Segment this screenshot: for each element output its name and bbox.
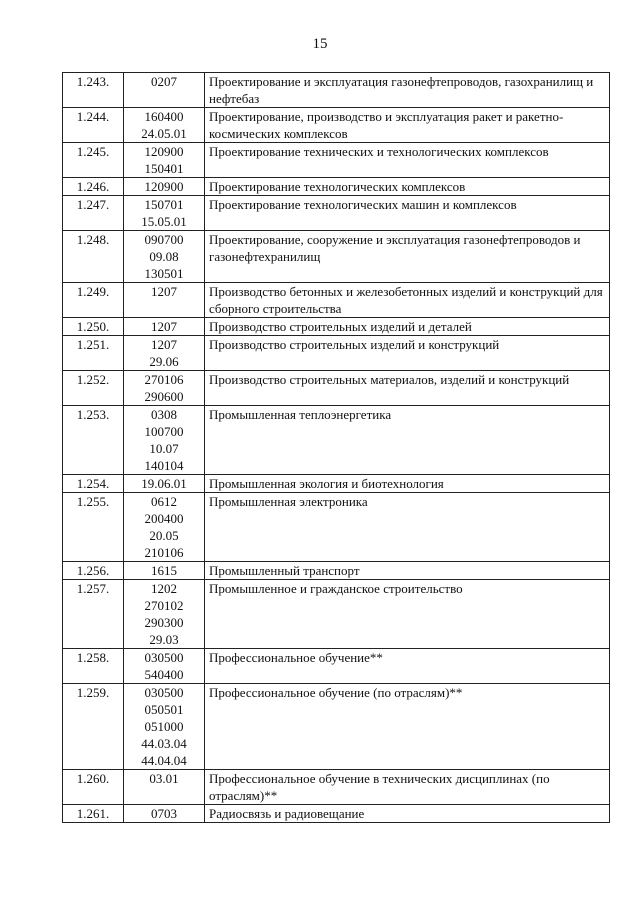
specialty-codes [124, 283, 205, 318]
row-number: 1.253. [63, 406, 124, 475]
specialties-table [62, 72, 610, 823]
specialty-code: 120900 [144, 144, 184, 159]
row-number: 1.258. [63, 649, 124, 684]
specialty-code: 1202 [151, 581, 177, 596]
row-number: 1.248. [63, 231, 124, 283]
table-row [63, 684, 610, 770]
specialty-code: 20.05 [149, 528, 179, 543]
row-number: 1.247. [63, 196, 124, 231]
specialty-codes [124, 371, 205, 406]
row-number: 1.252. [63, 371, 124, 406]
specialty-code: 210106 [144, 545, 184, 560]
specialty-code: 1615 [151, 563, 177, 578]
specialty-name: Промышленная электроника [205, 493, 610, 562]
specialty-codes [124, 562, 205, 580]
specialty-codes [124, 178, 205, 196]
specialty-code: 1207 [151, 337, 177, 352]
specialty-codes [124, 580, 205, 649]
specialty-code: 15.05.01 [141, 214, 187, 229]
table-row [63, 770, 610, 805]
specialty-name: Проектирование технологических машин и комплексов [205, 196, 610, 231]
specialty-code: 160400 [144, 109, 184, 124]
table-row [63, 562, 610, 580]
table-row [63, 231, 610, 283]
row-number: 1.251. [63, 336, 124, 371]
table-row [63, 196, 610, 231]
table-row [63, 580, 610, 649]
table-body [63, 73, 610, 823]
specialty-code: 24.05.01 [141, 126, 187, 141]
specialty-name: Проектирование и эксплуатация газонефтепроводов, газохранилищ и нефтебаз [205, 73, 610, 108]
specialty-code: 290300 [144, 615, 184, 630]
row-number: 1.243. [63, 73, 124, 108]
specialty-code: 051000 [144, 719, 184, 734]
page-number: 15 [312, 36, 328, 52]
specialty-code: 030500 [144, 650, 184, 665]
row-number: 1.261. [63, 805, 124, 823]
table-row [63, 178, 610, 196]
table-row [63, 108, 610, 143]
specialty-name: Проектирование, сооружение и эксплуатация газонефтепроводов и газонефтехранилищ [205, 231, 610, 283]
table-row [63, 493, 610, 562]
specialty-code: 09.08 [149, 249, 179, 264]
specialty-code: 0612 [151, 494, 177, 509]
specialty-codes [124, 475, 205, 493]
row-number: 1.245. [63, 143, 124, 178]
specialty-codes [124, 73, 205, 108]
specialty-codes [124, 231, 205, 283]
specialty-code: 120900 [144, 179, 184, 194]
specialty-name: Промышленное и гражданское строительство [205, 580, 610, 649]
row-number: 1.260. [63, 770, 124, 805]
specialty-code: 540400 [144, 667, 184, 682]
specialty-codes [124, 770, 205, 805]
specialty-code: 44.03.04 [141, 736, 187, 751]
specialty-code: 290600 [144, 389, 184, 404]
specialty-code: 200400 [144, 511, 184, 526]
specialty-codes [124, 649, 205, 684]
specialty-code: 03.01 [149, 771, 179, 786]
table-row [63, 371, 610, 406]
specialty-codes [124, 493, 205, 562]
specialty-name: Профессиональное обучение в технических дисциплинах (по отраслям)** [205, 770, 610, 805]
specialty-name: Профессиональное обучение (по отраслям)** [205, 684, 610, 770]
table-row [63, 318, 610, 336]
specialty-name: Производство строительных материалов, изделий и конструкций [205, 371, 610, 406]
specialty-codes [124, 684, 205, 770]
table-row [63, 805, 610, 823]
specialty-code: 270102 [144, 598, 184, 613]
specialty-code: 44.04.04 [141, 753, 187, 768]
specialty-name: Промышленная экология и биотехнология [205, 475, 610, 493]
specialty-name: Производство строительных изделий и конструкций [205, 336, 610, 371]
specialty-name: Производство бетонных и железобетонных изделий и конструкций для сборного строительства [205, 283, 610, 318]
specialty-name: Проектирование технических и технологических комплексов [205, 143, 610, 178]
specialty-name: Радиосвязь и радиовещание [205, 805, 610, 823]
row-number: 1.246. [63, 178, 124, 196]
specialty-codes [124, 406, 205, 475]
specialty-code: 19.06.01 [141, 476, 187, 491]
table-row [63, 143, 610, 178]
specialty-codes [124, 805, 205, 823]
specialty-name: Профессиональное обучение** [205, 649, 610, 684]
specialty-code: 050501 [144, 702, 184, 717]
specialty-code: 0703 [151, 806, 177, 821]
specialty-code: 1207 [151, 319, 177, 334]
row-number: 1.256. [63, 562, 124, 580]
specialty-code: 0308 [151, 407, 177, 422]
specialty-code: 270106 [144, 372, 184, 387]
specialty-code: 090700 [144, 232, 184, 247]
specialty-codes [124, 108, 205, 143]
row-number: 1.244. [63, 108, 124, 143]
specialty-name: Промышленная теплоэнергетика [205, 406, 610, 475]
specialty-code: 1207 [151, 284, 177, 299]
row-number: 1.257. [63, 580, 124, 649]
row-number: 1.255. [63, 493, 124, 562]
table-row [63, 73, 610, 108]
specialty-codes [124, 318, 205, 336]
specialty-name: Производство строительных изделий и деталей [205, 318, 610, 336]
specialty-codes [124, 196, 205, 231]
specialty-code: 0207 [151, 74, 177, 89]
table-row [63, 283, 610, 318]
specialty-code: 29.03 [149, 632, 179, 647]
specialty-code: 10.07 [149, 441, 179, 456]
table-row [63, 336, 610, 371]
specialty-code: 29.06 [149, 354, 179, 369]
row-number: 1.250. [63, 318, 124, 336]
row-number: 1.249. [63, 283, 124, 318]
specialty-name: Проектирование технологических комплексов [205, 178, 610, 196]
specialty-code: 100700 [144, 424, 184, 439]
specialty-code: 130501 [144, 266, 184, 281]
specialty-code: 150701 [144, 197, 184, 212]
specialty-codes [124, 143, 205, 178]
table-row [63, 406, 610, 475]
specialty-name: Промышленный транспорт [205, 562, 610, 580]
specialty-name: Проектирование, производство и эксплуатация ракет и ракетно-космических комплексов [205, 108, 610, 143]
table-row [63, 475, 610, 493]
specialty-code: 140104 [144, 458, 184, 473]
specialty-codes [124, 336, 205, 371]
table-row [63, 649, 610, 684]
specialty-code: 150401 [144, 161, 184, 176]
row-number: 1.259. [63, 684, 124, 770]
row-number: 1.254. [63, 475, 124, 493]
specialty-code: 030500 [144, 685, 184, 700]
